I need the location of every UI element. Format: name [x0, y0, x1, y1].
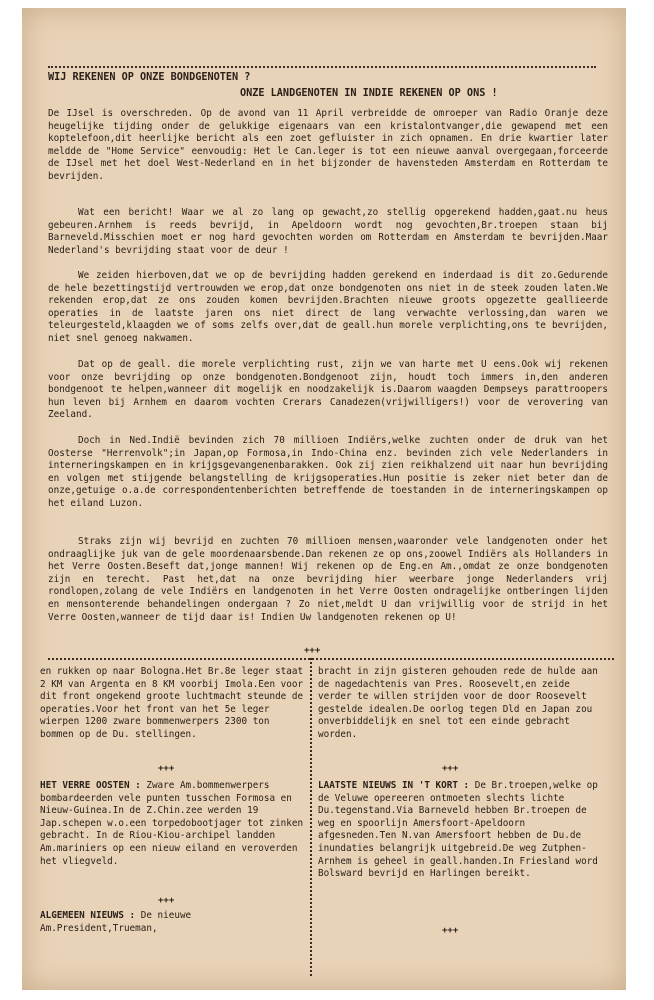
paragraph-4: Dat op de geall. die morele verplichting rust, zijn we van harte met U eens.Ook wij rekenen voor onze bevrijding op onze bondgenoten.Bondgenoot zijn, houdt toch immers in,den anderen bondgenoot te helpen,wanneer dit mogelijk en noodzakelijk is.Daarom waagden Dempseys parattroopers hun leven bij Arnhem en daarom vochten Crerars Canadezen(vrijwilligers!) voor de verovering van Zeeland. [48, 359, 608, 421]
right-column-intro: bracht in zijn gisteren gehouden rede de hulde aan de nagedachtenis van Pres. Roosevelt,en zeide verder te willen strijden voor de door Roosevelt gestelde idealen.De oorlog tegen Dld en Japan zou onverbiddelijk en snel tot een einde gebracht worden. [318, 666, 598, 740]
paragraph-5: Doch in Ned.Indië bevinden zich 70 millioen Indiërs,welke zuchten onder de druk van het Oosterse "Herrenvolk";in Japan,op Formosa,in Indo-China enz. bevinden zich vele Nederlanders in interneringskampen en in krijgsgevangenenbarakken. Ook zij zien reikhalzend uit naar hun bevrijding en volgen met stijgende belangstelling de krijgsoperaties.Hun positie is zeker niet beter dan de onze,getuige o.a.de correspondentenberichten betreffende de toestanden in de interneringskampen op het eiland Luzon. [48, 435, 608, 509]
right-separator-1: +++ [442, 764, 459, 774]
top-divider [48, 66, 596, 68]
paragraph-6: Straks zijn wij bevrijd en zuchten 70 millioen mensen,waaronder vele landgenoten onder het ondraaglijke juk van de gele moordenaarsbende.Dan rekenen ze op ons,zoowel Indiërs als Hollanders in het Verre Oosten.Beseft dat,jonge mannen! Wij rekenen op de Eng.en Am.,omdat ze onze bondgenoten zijn en terecht. Past het,dat na onze bevrijding hier weerbare jonge Nederlanders vrij rondlopen,zolang de vele Indiërs en landgenoten in het Verre Oosten ondragelijke ontberingen lijden en mensonterende behandelingen ondergaan ? Zo niet,meldt U dan vrijwillig voor de strijd in het Verre Oosten,wanneer de tijd daar is! Indien Uw landgenoten rekenen op U! [48, 536, 608, 623]
section-separator: +++ [304, 646, 321, 656]
middle-divider [48, 658, 614, 660]
paragraph-1: De IJsel is overschreden. Op de avond van 11 April verbreidde de omroeper van Radio Oranje deze heugelijke tijding onder de gelukkige eigenaars van een kristalontvanger,die gewapend met een koptelefoon,dit heerlijke bericht als een zoet gefluister in zich opnamen. En drie kwartier later meldde de "Home Service" eenvoudig: Het le Can.leger is tot een nieuwe aanval overgegaan,forceerde de IJsel met het doel West-Nederland en in het bijzonder de havensteden Amsterdam en Rotterdam te bevrijden. [48, 108, 608, 182]
newspaper-sheet [22, 8, 626, 990]
latest-news-text: De Br.troepen,welke op de Veluwe opereeren ontmoeten slechts lichte Du.tegenstand.Via Barneveld hebben Br.troepen de weg en spoorlijn Amersfoort-Apeldoorn afgesneden.Ten N.van Amersfoort hebben de Du.de inundaties belangrijk uitgebreid.De weg Zutphen-Arnhem is geheel in geall.handen.In Friesland word Bolsward bevrijd en Harlingen bereikt. [318, 780, 598, 880]
far-east-text: Zware Am.bommenwerpers bombardeerden vele punten tusschen Formosa en Nieuw-Guinea.In de Z.Chin.zee werden 19 Jap.schepen w.o.een torpedobootjager tot zinken gebracht. In de Riou-Kiou-archipel landden Am.mariniers op een nieuw eiland en veroverden het vliegveld. [40, 780, 304, 867]
left-separator-2: +++ [158, 896, 175, 906]
far-east-heading: HET VERRE OOSTEN : [40, 780, 141, 791]
latest-news-section [318, 780, 608, 881]
left-column-intro: en rukken op naar Bologna.Het Br.8e leger staat 2 KM van Argenta en 8 KM voorbij Imola.Een voor dit front ongekend groote luchtmacht steunde de operaties.Voor het front van het 5e leger wierpen 1200 zware bommenwerpers 2300 ton bommen op de Du. stellingen. [40, 666, 304, 740]
left-separator-1: +++ [158, 764, 175, 774]
general-news-section [40, 910, 304, 935]
headline-2: ONZE LANDGENOTEN IN INDIE REKENEN OP ONS ! [240, 88, 498, 99]
right-separator-2: +++ [442, 926, 459, 936]
paragraph-3: We zeiden hierboven,dat we op de bevrijding hadden gerekend en inderdaad is dit zo.Gedurende de hele bezettingstijd vertrouwden we erop,dat onze bondgenoten ons niet in de steek zouden laten.We rekenden erop,dat ze ons zouden komen bevrijden.Brachten nieuwe groots opgezette geallieerde operaties in de laatste jaren ons niet direct de lang verwachte verlossing,dan waren we teleurgesteld,klaagden we of soms zelfs over,dat de geall.hun morele verplichting,ons te bevrijden, niet snel genoeg nakwamen. [48, 270, 608, 344]
latest-news-heading: LAATSTE NIEUWS IN 'T KORT : [318, 780, 470, 791]
far-east-section [40, 780, 304, 868]
paragraph-2: Wat een bericht! Waar we al zo lang op gewacht,zo stellig opgerekend hadden,gaat.nu heus gebeuren.Arnhem is reeds bevrijd, in Apeldoorn wordt nog gevochten,Br.troepen staan bij Barneveld.Misschien moet er nog hard gevochten worden om Rotterdam en Amsterdam te bevrijden.Maar Nederland's bevrijding staat voor de deur ! [48, 207, 608, 256]
headline-1: WIJ REKENEN OP ONZE BONDGENOTEN ? [48, 72, 251, 83]
general-news-text: De nieuwe Am.President,Trueman, [40, 910, 192, 934]
general-news-heading: ALGEMEEN NIEUWS : [40, 910, 136, 921]
column-separator [310, 658, 312, 976]
